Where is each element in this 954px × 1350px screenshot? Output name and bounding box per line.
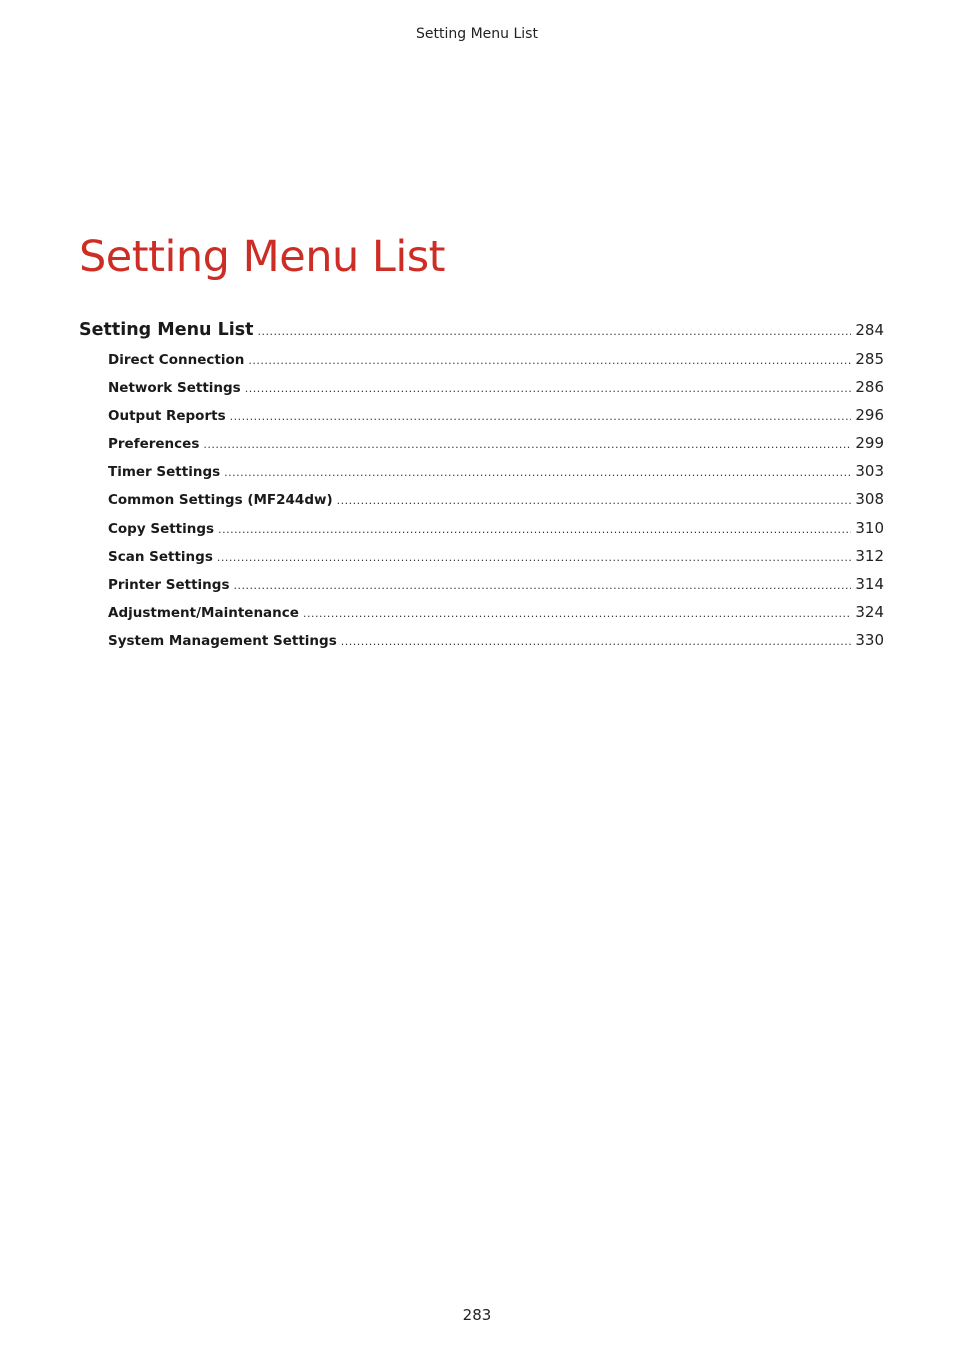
toc-leader-dots — [258, 325, 852, 338]
toc-entry-label: Copy Settings — [108, 520, 215, 537]
toc-page-number: 303 — [855, 462, 884, 481]
toc-entry-label: Direct Connection — [108, 352, 245, 368]
toc-entry-setting-menu-list[interactable] — [79, 320, 884, 350]
toc-entry-common-settings[interactable] — [79, 490, 884, 518]
toc-leader-dots — [341, 635, 852, 648]
toc-page-number: 299 — [855, 434, 884, 453]
toc-entry-output-reports[interactable] — [79, 406, 884, 434]
toc-leader-dots — [248, 354, 851, 367]
toc-page-number: 324 — [855, 602, 884, 621]
toc-entry-label: Timer Settings — [108, 464, 221, 481]
running-header: Setting Menu List — [416, 26, 538, 42]
toc-entry-label: Printer Settings — [108, 576, 230, 593]
toc-entry-label: Scan Settings — [108, 548, 213, 565]
toc-entry-timer-settings[interactable] — [79, 462, 884, 490]
toc-entry-label: Network Settings — [108, 380, 241, 397]
toc-entry-label: Setting Menu List — [79, 320, 254, 340]
toc-leader-dots — [218, 523, 851, 536]
toc-page-number: 284 — [855, 321, 884, 339]
toc-entry-label: System Management Settings — [108, 632, 337, 649]
table-of-contents — [79, 320, 884, 659]
toc-leader-dots — [203, 438, 851, 451]
toc-page-number: 310 — [855, 518, 884, 537]
toc-entry-adjustment-maintenance[interactable] — [79, 603, 884, 631]
toc-entry-system-management-settings[interactable] — [79, 631, 884, 659]
toc-leader-dots — [217, 551, 851, 564]
toc-entry-label: Adjustment/Maintenance — [108, 604, 299, 621]
toc-entry-preferences[interactable] — [79, 434, 884, 462]
toc-page-number: 286 — [855, 378, 884, 397]
toc-entry-copy-settings[interactable] — [79, 519, 884, 547]
toc-page-number: 314 — [855, 574, 884, 593]
toc-leader-dots — [337, 494, 852, 507]
chapter-title: Setting Menu List — [79, 232, 446, 282]
toc-entry-scan-settings[interactable] — [79, 547, 884, 575]
toc-page-number: 312 — [855, 546, 884, 565]
page-number: 283 — [462, 1306, 492, 1324]
toc-entry-network-settings[interactable] — [79, 378, 884, 406]
toc-page-number: 296 — [855, 406, 884, 425]
toc-entry-label: Output Reports — [108, 408, 226, 425]
toc-leader-dots — [233, 579, 851, 592]
toc-entry-label: Preferences — [108, 436, 200, 453]
toc-leader-dots — [224, 466, 851, 479]
toc-leader-dots — [230, 410, 852, 423]
toc-leader-dots — [303, 607, 851, 620]
toc-page-number: 308 — [855, 490, 884, 509]
toc-entry-printer-settings[interactable] — [79, 575, 884, 603]
toc-page-number: 285 — [855, 350, 884, 368]
toc-page-number: 330 — [855, 630, 884, 649]
toc-entry-label: Common Settings (MF244dw) — [108, 492, 333, 509]
toc-leader-dots — [245, 382, 852, 395]
toc-entry-direct-connection[interactable] — [79, 350, 884, 378]
